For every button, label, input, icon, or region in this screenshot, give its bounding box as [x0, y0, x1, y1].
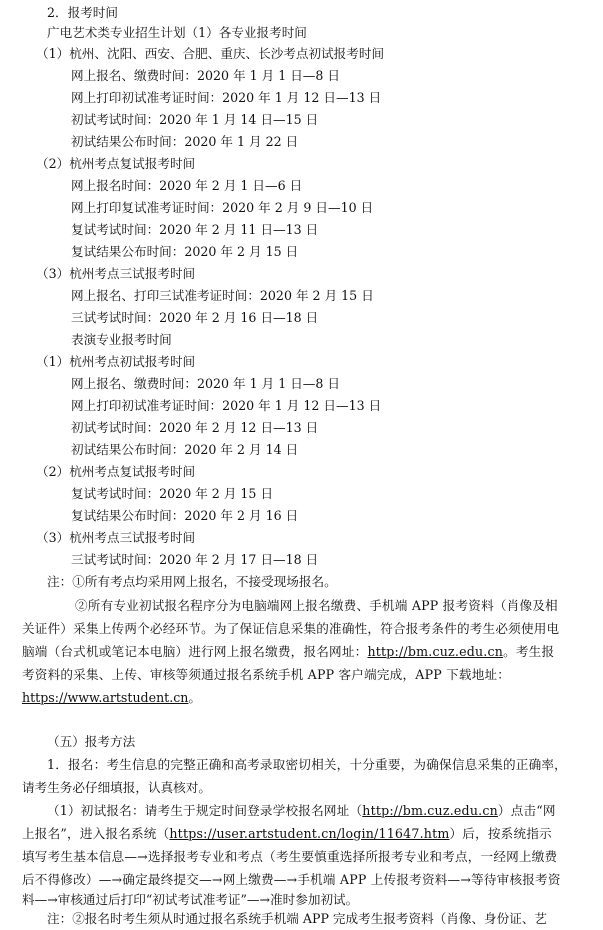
note-line-5: 考资料的采集、上传、审核等须通过报名系统手机 APP 客户端完成，APP 下载地址：: [22, 667, 511, 682]
method-p2-line-2: [0, 823, 597, 845]
method-p2-line-2-tail: ）后，按系统指示: [449, 826, 552, 841]
performance-group-2-title: （2）杭州考点复试报考时间: [36, 464, 196, 479]
list-item: 网上打印初试准考证时间：2020 年 1 月 12 日—13 日: [71, 90, 382, 105]
method-p2-line-4: 后不得修改）—→确定最终提交—→网上缴费—→手机端 APP 上传报考资料—→等待审核报考资: [22, 872, 561, 887]
note-line-1: 注：①所有考点均采用网上报名，不接受现场报名。: [47, 574, 337, 589]
list-item: 网上报名、打印三试准考证时间：2020 年 2 月 15 日: [71, 288, 374, 303]
list-item: 初试结果公布时间：2020 年 1 月 22 日: [71, 134, 299, 149]
method-p2-line-1-tail: ）点击“网: [497, 803, 556, 818]
list-item: 初试考试时间：2020 年 1 月 14 日—15 日: [71, 112, 319, 127]
section-heading-report-time: 2．报考时间: [47, 5, 118, 20]
app-download-link[interactable]: https://www.artstudent.cn: [22, 690, 189, 705]
method-p2-line-2-text: 上报名”，进入报名系统（: [22, 826, 170, 841]
performance-group-3-title: （3）杭州考点三试报考时间: [36, 530, 196, 545]
note-line-6-tail: 。: [188, 690, 202, 705]
method-p2-line-1-text: （1）初试报名：请考生于规定时间登录学校报名网址（: [47, 803, 363, 818]
list-item: 初试考试时间：2020 年 2 月 12 日—13 日: [71, 420, 319, 435]
list-item: 复试结果公布时间：2020 年 2 月 16 日: [71, 508, 299, 523]
method-p2-line-5: 料—→审核通过后打印“初试考试准考证”—→准时参加初试。: [22, 892, 359, 907]
list-item: 初试结果公布时间：2020 年 2 月 14 日: [71, 442, 299, 457]
note-line-3: 关证件）采集上传两个必经环节。为了保证信息采集的准确性，符合报考条件的考生必须使用电: [22, 621, 560, 636]
note-line-6: [0, 687, 597, 709]
note-line-2: ②所有专业初试报名程序分为电脑端网上报名缴费、手机端 APP 报考资料（肖像及相: [75, 598, 558, 613]
list-item: 复试考试时间：2020 年 2 月 11 日—13 日: [71, 222, 319, 237]
school-registration-link[interactable]: http://bm.cuz.edu.cn: [362, 803, 498, 818]
list-item: 复试结果公布时间：2020 年 2 月 15 日: [71, 244, 299, 259]
list-item: 三试考试时间：2020 年 2 月 16 日—18 日: [71, 310, 319, 325]
broadcast-group-2-title: （2）杭州考点复试报考时间: [36, 156, 196, 171]
list-item: 网上报名时间：2020 年 2 月 1 日—6 日: [71, 178, 303, 193]
section-heading-report-method: （五）报考方法: [47, 734, 136, 749]
list-item: 复试考试时间：2020 年 2 月 15 日: [71, 486, 274, 501]
registration-link[interactable]: http://bm.cuz.edu.cn: [367, 644, 504, 659]
method-p2-line-3: 填写考生基本信息—→选择报考专业和考点（考生要慎重选择所报考专业和考点，一经网上缴费: [22, 849, 558, 864]
list-item: 网上打印复试准考证时间：2020 年 2 月 9 日—10 日: [71, 200, 374, 215]
performance-title: 表演专业报考时间: [71, 332, 172, 347]
method-p1-line-1: 1．报名：考生信息的完整正确和高考录取密切相关，十分重要，为确保信息采集的正确率，: [47, 757, 567, 772]
method-p3-partial-line: 注：②报名时考生须从时通过报名系统手机端 APP 完成考生报考资料（肖像、身份证、艺: [47, 911, 548, 926]
list-item: 三试考试时间：2020 年 2 月 17 日—18 日: [71, 552, 319, 567]
list-item: 网上报名、缴费时间：2020 年 1 月 1 日—8 日: [71, 68, 341, 83]
list-item: 网上报名、缴费时间：2020 年 1 月 1 日—8 日: [71, 376, 341, 391]
note-line-4: [0, 641, 597, 663]
broadcast-arts-title: 广电艺术类专业招生计划（1）各专业报考时间: [47, 25, 307, 40]
note-line-4-tail: 。考生报: [503, 644, 555, 659]
broadcast-group-3-title: （3）杭州考点三试报考时间: [36, 266, 196, 281]
list-item: 网上打印初试准考证时间：2020 年 1 月 12 日—13 日: [71, 398, 382, 413]
note-line-4-text: 脑端（台式机或笔记本电脑）进行网上报名缴费，报名网址：: [22, 644, 368, 659]
method-p1-line-2: 请考生务必仔细填报，认真核对。: [22, 780, 211, 795]
performance-group-1-title: （1）杭州考点初试报考时间: [36, 354, 196, 369]
method-p2-line-1: [0, 800, 597, 822]
broadcast-group-1-title: （1）杭州、沈阳、西安、合肥、重庆、长沙考点初试报考时间: [36, 46, 385, 61]
system-login-link[interactable]: https://user.artstudent.cn/login/11647.htm: [169, 826, 450, 841]
